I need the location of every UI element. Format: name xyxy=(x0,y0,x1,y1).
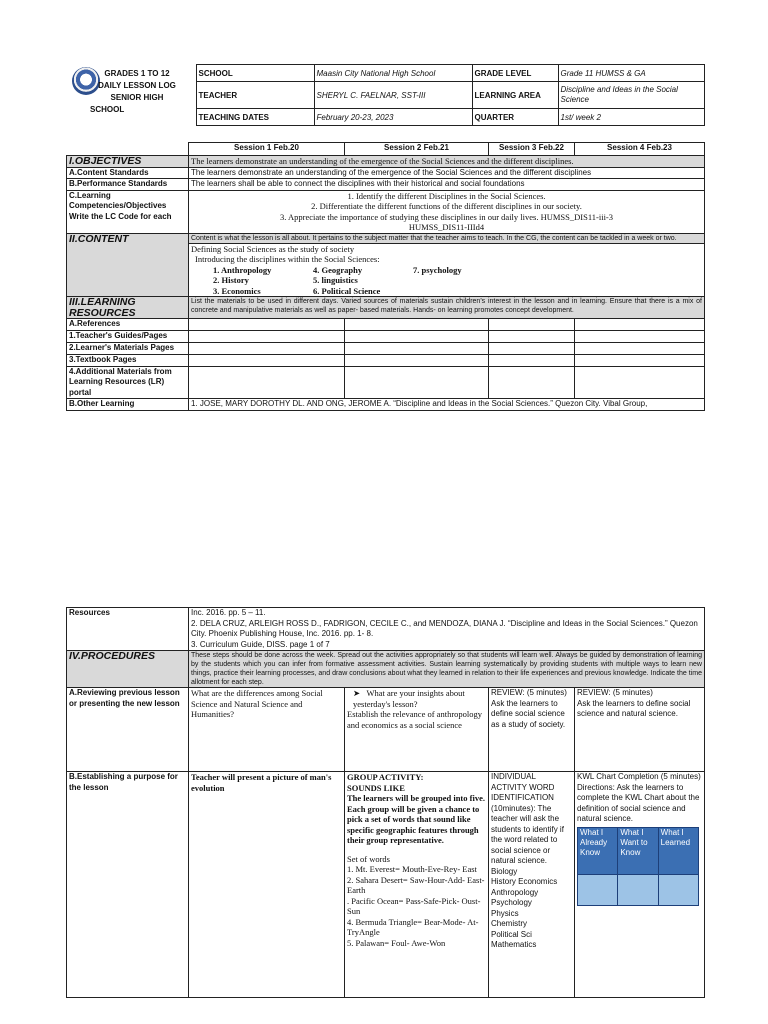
purpose-label: B.Establishing a purpose for the lesson xyxy=(67,772,189,998)
reviewing-label: A.Reviewing previous lesson or presenting the new lesson xyxy=(67,688,189,772)
kwl-learned-cell xyxy=(658,874,698,905)
learning-area-value: Discipline and Ideas in the Social Science xyxy=(558,82,704,109)
title-line: SENIOR HIGH xyxy=(110,92,164,102)
teaching-dates-label: TEACHING DATES xyxy=(196,109,314,126)
group-activity-instructions: The learners will be grouped into five. Each group will be given a chance to pick a set of words that sound like specific geographic features through their group representative. xyxy=(347,793,485,845)
discipline-item: 1. Anthropology xyxy=(213,264,272,275)
empty-cell xyxy=(489,354,575,366)
review-session-3: REVIEW: (5 minutes) Ask the learners to define social science as a study of society. xyxy=(489,688,575,772)
session-4-header: Session 4 Feb.23 xyxy=(575,143,705,156)
teacher-value: SHERYL C. FAELNAR, SST-III xyxy=(314,82,472,109)
discipline-item: 2. History xyxy=(213,275,249,285)
other-learning-text: 1. JOSE, MARY DOROTHY DL. AND ONG, JEROME A. “Discipline and Ideas in the Social Sciences.” Quezon City. Vibal Group, xyxy=(189,399,705,411)
review-session-2 xyxy=(345,688,489,772)
references-label: A.References xyxy=(67,319,189,331)
procedures-note: These steps should be done across the week. Spread out the activities appropriately so that students will learn well. Always be guided by demonstration of learning by the students which you can infer from formative assessment activities. Sustain learning systematically by providing students with multiple ways to learn new things, practice their learning processes, and draw conclusions about what they learned in relation to their life experiences and previous knowledge. Indicate the time allotment for each step. xyxy=(189,651,705,688)
empty-cell xyxy=(345,366,489,399)
objectives-text: The learners demonstrate an understanding of the emergence of the Social Sciences and the different disciplines. xyxy=(189,156,705,168)
kwl-chart xyxy=(577,827,699,906)
resources-heading: III.LEARNING RESOURCES xyxy=(67,297,189,319)
kwl-learned-header: What I Learned xyxy=(658,827,698,874)
teaching-dates-value: February 20-23, 2023 xyxy=(314,109,472,126)
lesson-log-table xyxy=(66,142,705,411)
word-sets: Set of words 1. Mt. Everest= Mouth-Eve-Rey- East 2. Sahara Desert= Saw-Hour-Add- East- Earth . Pacific Ocean= Pass-Safe-Pick- Oust- Sun 4. Bermuda Triangle= Bear-Mode- At- TryAngle 5. Palawan= Foul- Awe-Won xyxy=(347,853,485,948)
discipline-item: 4. Geography xyxy=(313,264,363,275)
empty-cell xyxy=(489,331,575,343)
quarter-label: QUARTER xyxy=(472,109,558,126)
other-learning-label: B.Other Learning xyxy=(67,399,189,411)
kwl-know-header: What I Already Know xyxy=(578,827,618,874)
content-body xyxy=(189,243,705,297)
discipline-item: 6. Political Science xyxy=(313,285,381,296)
school-label: SCHOOL xyxy=(196,65,314,82)
review-session-1: What are the differences among Social Science and Natural Science and Humanities? xyxy=(189,688,345,772)
review-relevance: Establish the relevance of anthropology and economics as a social science xyxy=(347,709,483,730)
arrow-bullet-icon: ➤ xyxy=(353,688,361,698)
empty-cell xyxy=(345,331,489,343)
content-line-1: Defining Social Sciences as the study of society xyxy=(191,243,355,254)
empty-cell xyxy=(189,343,345,355)
dll-header-table xyxy=(66,64,705,126)
discipline-item: 5. linguistics xyxy=(313,275,358,285)
group-activity-title: GROUP ACTIVITY: SOUNDS LIKE xyxy=(347,772,424,793)
procedures-heading: IV.PROCEDURES xyxy=(67,651,189,688)
content-standards-text: The learners demonstrate an understanding of the emergence of the Social Sciences and the different disciplines xyxy=(189,167,705,179)
empty-cell xyxy=(575,366,705,399)
empty-cell xyxy=(189,366,345,399)
session-3-header: Session 3 Feb.22 xyxy=(489,143,575,156)
empty-cell xyxy=(189,354,345,366)
dll-title xyxy=(82,68,192,116)
header-logo-cell xyxy=(66,65,196,126)
lesson-log-table-continued xyxy=(66,607,705,998)
empty-cell xyxy=(575,331,705,343)
competencies-label: C.Learning Competencies/Objectives Write the LC Code for each xyxy=(67,190,189,233)
competencies-text: 1. Identify the different Disciplines in the Social Sciences. 2. Differentiate the different functions of the different disciplines in our society. 3. Appreciate the importance of studying these disciplines in our daily lives. HUMSS_DIS11-iii-3 HUMSS_DIS11-IIId4 xyxy=(189,190,705,233)
teacher-label: TEACHER xyxy=(196,82,314,109)
empty-cell xyxy=(575,343,705,355)
purpose-session-3: INDIVIDUAL ACTIVITY WORD IDENTIFICATION (10minutes): The teacher will ask the students to identify if the word related to social science or natural science. Biology History Economics Anthropology Psychology Physics Chemistry Political Sci Mathematics xyxy=(489,772,575,998)
empty-cell xyxy=(345,343,489,355)
objectives-heading: I.OBJECTIVES xyxy=(67,156,189,168)
discipline-item: 7. psychology xyxy=(413,264,462,275)
empty-cell xyxy=(189,331,345,343)
quarter-value: 1st/ week 2 xyxy=(558,109,704,126)
discipline-item xyxy=(413,286,513,297)
discipline-item: 3. Economics xyxy=(213,285,261,296)
purpose-session-1: Teacher will present a picture of man's evolution xyxy=(189,772,345,998)
performance-standards-text: The learners shall be able to connect the disciplines with their historical and social foundations xyxy=(189,179,705,191)
content-heading: II.CONTENT xyxy=(67,233,189,297)
purpose-session-2 xyxy=(345,772,489,998)
review-session-4: REVIEW: (5 minutes) Ask the learners to define social science and natural science. xyxy=(575,688,705,772)
kwl-want-cell xyxy=(618,874,658,905)
empty-cell xyxy=(345,354,489,366)
disciplines-list xyxy=(191,265,702,297)
grade-level-value: Grade 11 HUMSS & GA xyxy=(558,65,704,82)
discipline-item xyxy=(413,275,513,286)
session-2-header: Session 2 Feb.21 xyxy=(345,143,489,156)
kwl-want-header: What I Want to Know xyxy=(618,827,658,874)
review-question: What are your insights about yesterday's lesson? xyxy=(353,688,465,709)
review-bullet-item xyxy=(347,688,486,709)
resources-text-continued: Inc. 2016. pp. 5 – 11. 2. DELA CRUZ, ARLEIGH ROSS D., FADRIGON, CECILE C., and MENDOZA, DIANA J. “Discipline and Ideas in the Social Sciences.” Quezon City. Phoenix Publishing House, Inc. 2016. pp. 1- 8. 3. Curriculum Guide, DISS. page 1 of 7 xyxy=(189,608,705,651)
purpose-session-4 xyxy=(575,772,705,998)
empty-cell xyxy=(489,343,575,355)
empty-cell xyxy=(575,319,705,331)
title-line: DAILY LESSON LOG xyxy=(98,80,176,90)
empty-corner xyxy=(67,143,189,156)
empty-cell xyxy=(345,319,489,331)
textbook-label: 3.Textbook Pages xyxy=(67,354,189,366)
grade-level-label: GRADE LEVEL xyxy=(472,65,558,82)
learners-materials-label: 2.Learner's Materials Pages xyxy=(67,343,189,355)
empty-cell xyxy=(489,366,575,399)
learning-area-label: LEARNING AREA xyxy=(472,82,558,109)
content-line-2: Introducing the disciplines within the Social Sciences: xyxy=(195,254,380,264)
session-1-header: Session 1 Feb.20 xyxy=(189,143,345,156)
additional-materials-label: 4.Additional Materials from Learning Resources (LR) portal xyxy=(67,366,189,399)
empty-cell xyxy=(489,319,575,331)
resources-note: List the materials to be used in different days. Varied sources of materials sustain children's interest in the lesson and in learning. Ensure that there is a mix of concrete and manipulative materials as well as paper- based materials. Hands- on learning promotes concept development. xyxy=(189,297,705,319)
teachers-guides-label: 1.Teacher's Guides/Pages xyxy=(67,331,189,343)
empty-cell xyxy=(189,319,345,331)
title-line: GRADES 1 TO 12 xyxy=(104,68,170,78)
content-standards-label: A.Content Standards xyxy=(67,167,189,179)
kwl-know-cell xyxy=(578,874,618,905)
kwl-instructions: KWL Chart Completion (5 minutes) Directions: Ask the learners to complete the KWL Chart about the definition of social science and natural science. xyxy=(577,772,701,823)
school-value: Maasin City National High School xyxy=(314,65,472,82)
title-line: SCHOOL xyxy=(90,104,125,114)
content-note: Content is what the lesson is all about. It pertains to the subject matter that the teacher aims to teach. In the CG, the content can be tackled in a week or two. xyxy=(189,233,705,243)
empty-cell xyxy=(575,354,705,366)
performance-standards-label: B.Performance Standards xyxy=(67,179,189,191)
resources-label-continued: Resources xyxy=(67,608,189,651)
